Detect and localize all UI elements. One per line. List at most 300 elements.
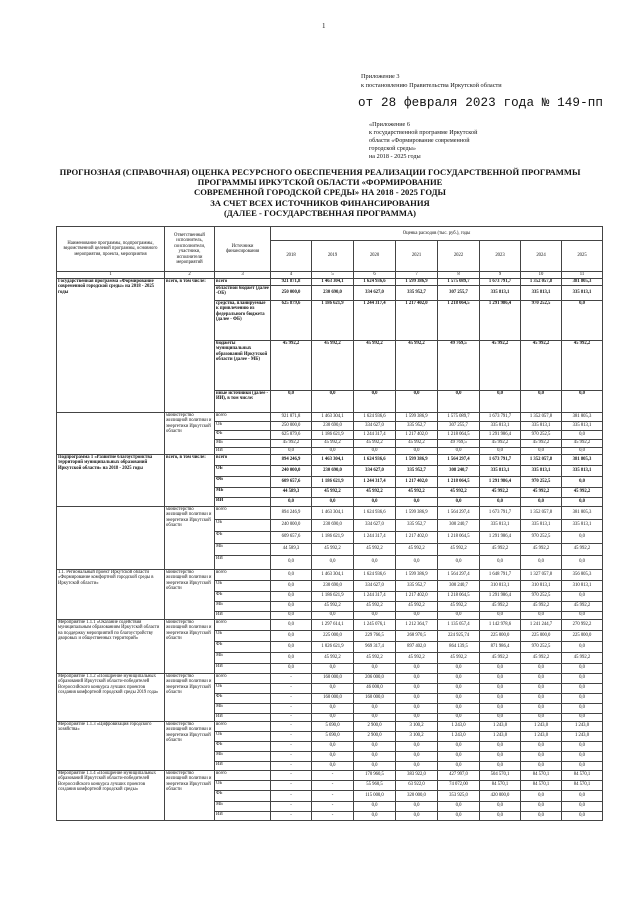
- value-cell: 0,0: [271, 641, 312, 652]
- value-cell: 0,0: [396, 611, 438, 619]
- value-cell: 240 000,0: [271, 465, 312, 476]
- value-cell: 300 240,7: [438, 519, 480, 531]
- value-cell: 335 813,1: [480, 465, 521, 476]
- table-row: [57, 454, 603, 465]
- value-cell: 0,0: [354, 761, 396, 770]
- value-cell: 84 570,1: [480, 780, 521, 790]
- value-cell: 45 992,2: [354, 340, 396, 390]
- value-cell: 1 218 064,5: [438, 531, 480, 543]
- header-source: Источники финансирования: [215, 227, 271, 272]
- executor-cell: министерство жилищной политики и энергетики Иркутской области: [165, 770, 215, 820]
- value-cell: 250 000,0: [271, 285, 312, 300]
- value-cell: 969 317,4: [354, 641, 396, 652]
- source-cell: МБ: [215, 439, 271, 447]
- source-cell: средства, планируемые к привлечению из федерального бюджета (далее - ФБ): [215, 300, 271, 340]
- value-cell: 0,0: [438, 555, 480, 569]
- table-row: [57, 278, 603, 285]
- document-title: [40, 167, 600, 218]
- value-cell: 0,0: [521, 683, 562, 693]
- value-cell: 1 217 402,0: [396, 476, 438, 487]
- value-cell: 0,0: [438, 663, 480, 673]
- value-cell: 225 000,0: [480, 630, 521, 641]
- value-cell: -: [271, 751, 312, 761]
- value-cell: 0,0: [438, 801, 480, 811]
- value-cell: 0,0: [480, 390, 521, 412]
- appendix-6-line: на 2018 - 2025 годы: [369, 153, 421, 161]
- source-cell: ИИ: [215, 555, 271, 569]
- value-cell: 0,0: [271, 630, 312, 641]
- value-cell: 45 992,2: [354, 601, 396, 611]
- value-cell: 0,0: [521, 447, 562, 454]
- source-cell: ОБ: [215, 630, 271, 641]
- value-cell: -: [271, 761, 312, 770]
- value-cell: 230 690,0: [312, 465, 354, 476]
- source-cell: ОБ: [215, 465, 271, 476]
- value-cell: 0,0: [562, 713, 603, 721]
- value-cell: 46 000,0: [354, 683, 396, 693]
- header-year: 2023: [480, 241, 521, 272]
- value-cell: 625 879,6: [271, 300, 312, 340]
- value-cell: 970 252,5: [521, 476, 562, 487]
- value-cell: 45 992,2: [521, 601, 562, 611]
- title-line: ЗА СЧЕТ ВСЕХ ИСТОЧНИКОВ ФИНАНСИРОВАНИЯ: [210, 197, 430, 208]
- value-cell: 0,0: [562, 673, 603, 683]
- value-cell: 45 992,2: [562, 652, 603, 663]
- value-cell: 0,0: [271, 580, 312, 591]
- value-cell: 1 244 317,4: [354, 430, 396, 439]
- value-cell: 0,0: [562, 703, 603, 713]
- value-cell: 0,0: [562, 801, 603, 811]
- value-cell: 864 139,5: [438, 641, 480, 652]
- executor-cell: всего, в том числе:: [165, 454, 215, 506]
- header-year: 2025: [562, 241, 603, 272]
- value-cell: 335 952,7: [396, 421, 438, 430]
- value-cell: 45 992,2: [396, 543, 438, 555]
- value-cell: -: [312, 811, 354, 820]
- value-cell: 5 690,0: [312, 721, 354, 731]
- value-cell: 1 352 057,8: [521, 278, 562, 285]
- source-cell: всего: [215, 454, 271, 465]
- column-number: 4: [271, 272, 312, 279]
- value-cell: 1 241 244,7: [521, 619, 562, 630]
- value-cell: -: [271, 673, 312, 683]
- value-cell: 0,0: [396, 751, 438, 761]
- value-cell: 1 245 076,1: [354, 619, 396, 630]
- value-cell: 0,0: [354, 751, 396, 761]
- table-row: [57, 412, 603, 421]
- value-cell: -: [271, 693, 312, 703]
- value-cell: 45 992,2: [521, 340, 562, 390]
- executor-cell: министерство жилищной политики и энергетики Иркутской области: [165, 619, 215, 673]
- table-row: [57, 770, 603, 780]
- value-cell: 3 100,2: [396, 731, 438, 741]
- value-cell: 0,0: [562, 390, 603, 412]
- value-cell: -: [271, 790, 312, 801]
- value-cell: -: [312, 770, 354, 780]
- source-cell: бюджеты муниципальных образований Иркутской области (далее - МБ): [215, 340, 271, 390]
- source-cell: ФБ: [215, 693, 271, 703]
- title-line: ПРОГРАММЫ ИРКУТСКОЙ ОБЛАСТИ «ФОРМИРОВАНИЕ: [197, 177, 443, 188]
- source-cell: ИИ: [215, 611, 271, 619]
- value-cell: 45 992,2: [312, 601, 354, 611]
- source-cell: ФБ: [215, 430, 271, 439]
- value-cell: 45 992,2: [480, 652, 521, 663]
- value-cell: 45 992,2: [271, 439, 312, 447]
- value-cell: 1 624 936,6: [354, 278, 396, 285]
- value-cell: 0,0: [396, 713, 438, 721]
- column-number: 9: [480, 272, 521, 279]
- title-line: (ДАЛЕЕ - ГОСУДАРСТВЕННАЯ ПРОГРАММА): [223, 207, 417, 218]
- value-cell: 1 463 304,1: [312, 569, 354, 580]
- source-cell: ФБ: [215, 531, 271, 543]
- value-cell: 0,0: [521, 811, 562, 820]
- value-cell: 356 805,3: [562, 569, 603, 580]
- value-cell: 1 575 089,7: [438, 278, 480, 285]
- value-cell: 45 992,2: [521, 439, 562, 447]
- value-cell: 0,0: [562, 790, 603, 801]
- value-cell: -: [271, 683, 312, 693]
- value-cell: 310 813,1: [480, 580, 521, 591]
- value-cell: 1 142 978,6: [480, 619, 521, 630]
- value-cell: 1 463 304,1: [312, 454, 354, 465]
- value-cell: 45 992,2: [312, 487, 354, 497]
- value-cell: 0,0: [438, 693, 480, 703]
- executor-cell: министерство жилищной политики и энергетики Иркутской области: [165, 569, 215, 619]
- value-cell: 84 570,1: [521, 770, 562, 780]
- value-cell: 230 690,0: [312, 519, 354, 531]
- source-cell: всего: [215, 569, 271, 580]
- header-year: 2021: [396, 241, 438, 272]
- value-cell: 381 805,3: [562, 506, 603, 519]
- source-cell: всего: [215, 506, 271, 519]
- value-cell: 894 246,9: [271, 506, 312, 519]
- value-cell: 45 992,2: [521, 487, 562, 497]
- value-cell: 0,0: [480, 703, 521, 713]
- value-cell: 1 243,0: [521, 721, 562, 731]
- value-cell: 334 627,0: [354, 519, 396, 531]
- value-cell: 0,0: [354, 741, 396, 751]
- value-cell: -: [271, 713, 312, 721]
- value-cell: 335 813,1: [480, 421, 521, 430]
- program-name-cell: Мероприятие 1.1.1 «Оказание содействия муниципальным образованиям Иркутской области на поддержку мероприятий по благоустройству дворовых и общественных территорий»: [57, 619, 165, 673]
- funding-table: [56, 226, 603, 821]
- value-cell: 300 240,7: [438, 580, 480, 591]
- value-cell: 45 992,2: [354, 439, 396, 447]
- value-cell: 1 217 402,0: [396, 430, 438, 439]
- executor-cell: министерство жилищной политики и энергетики Иркутской области: [165, 506, 215, 569]
- value-cell: 1 026 621,9: [312, 641, 354, 652]
- value-cell: 0,0: [480, 663, 521, 673]
- source-cell: МБ: [215, 543, 271, 555]
- value-cell: 45 992,2: [521, 652, 562, 663]
- value-cell: 0,0: [271, 663, 312, 673]
- value-cell: 5 690,0: [312, 731, 354, 741]
- value-cell: 0,0: [271, 555, 312, 569]
- value-cell: 0,0: [480, 447, 521, 454]
- value-cell: 115 000,0: [354, 790, 396, 801]
- value-cell: 0,0: [521, 497, 562, 506]
- value-cell: 1 186 621,9: [312, 531, 354, 543]
- column-number: 11: [562, 272, 603, 279]
- value-cell: 1 243,0: [521, 731, 562, 741]
- value-cell: 609 657,6: [271, 531, 312, 543]
- appendix-6-line: области «Формирование современной: [369, 137, 470, 145]
- value-cell: 335 952,7: [396, 465, 438, 476]
- value-cell: 74 072,00: [438, 780, 480, 790]
- value-cell: 0,0: [354, 811, 396, 820]
- header-executor: Ответственный исполнитель, соисполнители, участники, исполнители мероприятий: [165, 227, 215, 272]
- table-row: [57, 506, 603, 519]
- value-cell: 0,0: [312, 497, 354, 506]
- value-cell: 45 992,2: [312, 340, 354, 390]
- value-cell: 970 252,5: [521, 641, 562, 652]
- value-cell: 230 690,0: [312, 421, 354, 430]
- program-name-cell: Мероприятие 1.1.3 «Цифровизация городского хозяйства»: [57, 721, 165, 770]
- value-cell: 0,0: [438, 741, 480, 751]
- value-cell: 0,0: [354, 713, 396, 721]
- value-cell: 335 813,1: [521, 421, 562, 430]
- value-cell: 0,0: [312, 390, 354, 412]
- value-cell: 225 000,0: [562, 630, 603, 641]
- value-cell: 2 900,0: [354, 721, 396, 731]
- value-cell: 1 212 364,7: [396, 619, 438, 630]
- value-cell: 0,0: [396, 673, 438, 683]
- value-cell: 0,0: [480, 673, 521, 683]
- value-cell: 1 291 986,4: [480, 591, 521, 601]
- value-cell: 0,0: [438, 673, 480, 683]
- value-cell: 0,0: [271, 591, 312, 601]
- value-cell: 84 570,1: [562, 780, 603, 790]
- value-cell: 250 000,0: [271, 421, 312, 430]
- appendix-line: Приложение 3: [361, 73, 400, 80]
- value-cell: 0,0: [521, 390, 562, 412]
- executor-cell: министерство жилищной политики и энергетики Иркутской области: [165, 673, 215, 721]
- value-cell: 160 000,0: [354, 693, 396, 703]
- value-cell: 381 805,3: [562, 412, 603, 421]
- value-cell: -: [271, 801, 312, 811]
- value-cell: 45 992,2: [354, 543, 396, 555]
- value-cell: 49 769,5: [438, 340, 480, 390]
- value-cell: 1 564 297,4: [438, 569, 480, 580]
- header-year: 2024: [521, 241, 562, 272]
- value-cell: 0,0: [354, 447, 396, 454]
- value-cell: 0,0: [271, 619, 312, 630]
- value-cell: 1 599 386,9: [396, 569, 438, 580]
- value-cell: 308 240,7: [438, 465, 480, 476]
- column-number: 1: [57, 272, 165, 279]
- value-cell: 1 218 064,5: [438, 430, 480, 439]
- value-cell: 335 813,1: [521, 465, 562, 476]
- title-line: СОВРЕМЕННОЙ ГОРОДСКОЙ СРЕДЫ» НА 2018 - 2025 ГОДЫ: [194, 187, 446, 198]
- value-cell: 0,0: [312, 683, 354, 693]
- value-cell: 45 992,2: [438, 543, 480, 555]
- value-cell: 0,0: [480, 497, 521, 506]
- value-cell: 0,0: [562, 300, 603, 340]
- source-cell: ИИ: [215, 811, 271, 820]
- value-cell: 84 570,1: [562, 770, 603, 780]
- value-cell: 334 627,0: [354, 285, 396, 300]
- value-cell: 0,0: [312, 447, 354, 454]
- value-cell: 0,0: [521, 663, 562, 673]
- value-cell: 0,0: [354, 801, 396, 811]
- source-cell: ФБ: [215, 741, 271, 751]
- value-cell: 0,0: [562, 476, 603, 487]
- value-cell: 0,0: [396, 663, 438, 673]
- value-cell: 1 244 317,4: [354, 476, 396, 487]
- value-cell: 0,0: [521, 713, 562, 721]
- value-cell: 1 217 402,0: [396, 591, 438, 601]
- program-name-cell: Государственная программа «Формирование современной городской среды» на 2018 - 2025 годы: [57, 278, 165, 412]
- value-cell: 1 673 791,7: [480, 412, 521, 421]
- value-cell: 240 000,0: [271, 519, 312, 531]
- value-cell: 420 000,0: [480, 790, 521, 801]
- value-cell: 0,0: [438, 447, 480, 454]
- value-cell: 1 648 791,7: [480, 569, 521, 580]
- table-row: [57, 619, 603, 630]
- source-cell: МБ: [215, 652, 271, 663]
- source-cell: ФБ: [215, 641, 271, 652]
- value-cell: 1 599 386,9: [396, 412, 438, 421]
- value-cell: 381 805,3: [562, 454, 603, 465]
- column-number: 8: [438, 272, 480, 279]
- source-cell: МБ: [215, 801, 271, 811]
- value-cell: 0,0: [562, 611, 603, 619]
- value-cell: 170 960,5: [354, 770, 396, 780]
- value-cell: 1 352 057,8: [521, 506, 562, 519]
- column-number: 3: [215, 272, 271, 279]
- source-cell: ИИ: [215, 497, 271, 506]
- value-cell: 206 000,0: [354, 673, 396, 683]
- value-cell: 0,0: [562, 693, 603, 703]
- value-cell: 1 243,0: [438, 721, 480, 731]
- value-cell: 0,0: [396, 761, 438, 770]
- value-cell: 45 992,2: [312, 652, 354, 663]
- program-name-cell: Подпрограмма 1 «Развитие благоустройства территорий муниципальных образований Иркутской области» на 2018 - 2025 годы: [57, 454, 165, 506]
- value-cell: 0,0: [480, 801, 521, 811]
- value-cell: -: [312, 780, 354, 790]
- source-cell: ФБ: [215, 591, 271, 601]
- value-cell: 0,0: [562, 641, 603, 652]
- value-cell: 353 925,0: [438, 790, 480, 801]
- value-cell: 1 244 317,4: [354, 591, 396, 601]
- value-cell: 45 992,2: [396, 340, 438, 390]
- value-cell: 224 925,74: [438, 630, 480, 641]
- value-cell: 334 627,0: [354, 465, 396, 476]
- value-cell: 0,0: [480, 555, 521, 569]
- value-cell: 1 575 089,7: [438, 412, 480, 421]
- executor-cell: министерство жилищной политики и энергетики Иркутской области: [165, 721, 215, 770]
- value-cell: 0,0: [271, 447, 312, 454]
- value-cell: 1 243,0: [480, 721, 521, 731]
- value-cell: 894 246,9: [271, 454, 312, 465]
- value-cell: 44 589,3: [271, 487, 312, 497]
- source-cell: ИИ: [215, 713, 271, 721]
- value-cell: 0,0: [562, 591, 603, 601]
- value-cell: 0,0: [521, 703, 562, 713]
- value-cell: 0,0: [480, 683, 521, 693]
- value-cell: 1 291 986,4: [480, 531, 521, 543]
- value-cell: 381 805,3: [562, 278, 603, 285]
- value-cell: 45 992,2: [562, 601, 603, 611]
- value-cell: 871 986,4: [480, 641, 521, 652]
- value-cell: 1 673 791,7: [480, 454, 521, 465]
- value-cell: 0,0: [438, 390, 480, 412]
- value-cell: 45 992,2: [480, 487, 521, 497]
- source-cell: ИИ: [215, 447, 271, 454]
- value-cell: 45 992,2: [312, 543, 354, 555]
- value-cell: 1 135 057,4: [438, 619, 480, 630]
- value-cell: 310 813,1: [562, 580, 603, 591]
- value-cell: -: [271, 731, 312, 741]
- value-cell: 0,0: [438, 713, 480, 721]
- value-cell: 0,0: [438, 611, 480, 619]
- value-cell: 0,0: [354, 703, 396, 713]
- executor-cell: министерство жилищной политики и энергетики Иркутской области: [165, 412, 215, 454]
- value-cell: 1 186 621,9: [312, 430, 354, 439]
- value-cell: 1 673 791,7: [480, 506, 521, 519]
- source-cell: всего: [215, 412, 271, 421]
- value-cell: 1 297 614,1: [312, 619, 354, 630]
- value-cell: 970 252,5: [521, 430, 562, 439]
- source-cell: ОБ: [215, 731, 271, 741]
- value-cell: 1 243,0: [562, 731, 603, 741]
- value-cell: 625 879,6: [271, 430, 312, 439]
- value-cell: 0,0: [438, 751, 480, 761]
- value-cell: 0,0: [312, 761, 354, 770]
- value-cell: 160 000,0: [312, 693, 354, 703]
- value-cell: 335 952,7: [396, 580, 438, 591]
- value-cell: 1 291 986,4: [480, 300, 521, 340]
- value-cell: 0,0: [562, 683, 603, 693]
- value-cell: 1 291 986,4: [480, 476, 521, 487]
- source-cell: МБ: [215, 751, 271, 761]
- value-cell: 225 000,0: [312, 630, 354, 641]
- value-cell: 0,0: [396, 741, 438, 751]
- appendix-line: к постановлению Правительства Иркутской области: [361, 81, 502, 89]
- value-cell: -: [271, 780, 312, 790]
- value-cell: 335 813,1: [521, 519, 562, 531]
- value-cell: 335 813,1: [562, 421, 603, 430]
- value-cell: 45 992,2: [562, 439, 603, 447]
- value-cell: 335 813,1: [480, 285, 521, 300]
- value-cell: 1 463 304,1: [312, 506, 354, 519]
- value-cell: 1 217 402,0: [396, 531, 438, 543]
- column-number: 2: [165, 272, 215, 279]
- value-cell: 45 992,2: [480, 543, 521, 555]
- appendix-6-line: городской среды»: [369, 145, 416, 153]
- value-cell: 1 186 621,9: [312, 591, 354, 601]
- value-cell: 0,0: [312, 703, 354, 713]
- value-cell: 0,0: [480, 693, 521, 703]
- value-cell: 0,0: [521, 761, 562, 770]
- value-cell: 1 243,0: [480, 731, 521, 741]
- value-cell: 45 992,2: [480, 601, 521, 611]
- value-cell: 44 589,3: [271, 543, 312, 555]
- header-year: 2019: [312, 241, 354, 272]
- source-cell: всего: [215, 619, 271, 630]
- value-cell: 45 992,2: [562, 340, 603, 390]
- value-cell: -: [271, 703, 312, 713]
- program-name-cell: [57, 506, 165, 569]
- column-number: 6: [354, 272, 396, 279]
- value-cell: 1 564 297,4: [438, 454, 480, 465]
- value-cell: 0,0: [354, 390, 396, 412]
- header-year: 2020: [354, 241, 396, 272]
- header-expenses: Оценка расходов (тыс. руб.), годы: [271, 227, 603, 241]
- value-cell: 230 690,0: [312, 580, 354, 591]
- value-cell: 0,0: [521, 790, 562, 801]
- value-cell: 49 769,5: [438, 439, 480, 447]
